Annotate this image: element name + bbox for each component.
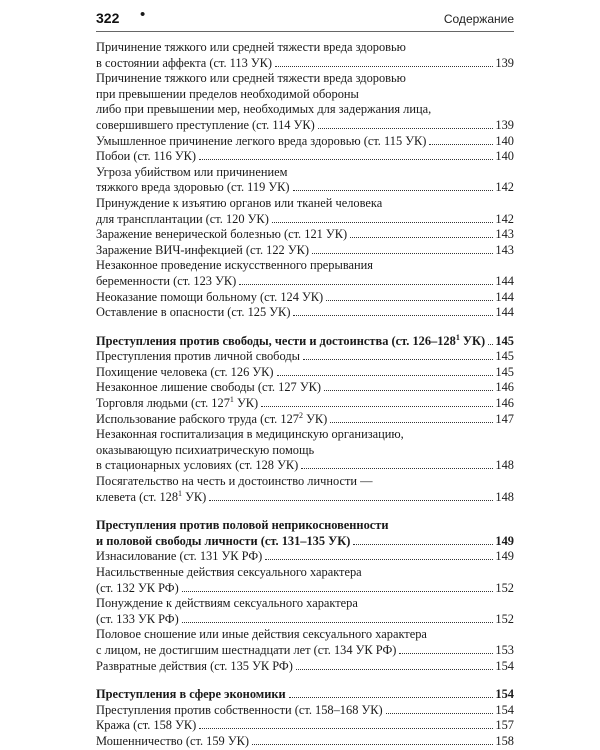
dot-leader: [324, 389, 493, 391]
section-gap: [96, 674, 514, 687]
toc-entry-line: [96, 443, 514, 459]
toc-entry-line: [96, 87, 514, 103]
toc-entry-text: Заражение венерической болезнью (ст. 121 УК): [96, 227, 348, 242]
toc-entry-line: [96, 718, 514, 734]
dot-leader: [293, 314, 493, 316]
page-number: 322: [96, 10, 120, 26]
superscript: 1: [455, 332, 460, 342]
toc-entry-text: Незаконная госпитализация в медицинскую организацию,: [96, 427, 404, 442]
superscript: 1: [229, 394, 234, 404]
toc-entry-line: [96, 734, 514, 750]
toc-entry-text: Использование рабского труда (ст. $127^2$ УК): [96, 410, 328, 426]
toc-entry-line: [96, 212, 514, 228]
dot-leader: [386, 712, 494, 714]
toc-entry-line: [96, 149, 514, 165]
toc-page-number: 144: [495, 273, 514, 288]
section-gap: [96, 505, 514, 518]
toc-entry-text: Понуждение к действиям сексуального характера: [96, 596, 358, 611]
toc-page-number: 158: [495, 733, 514, 748]
toc-entry-text: при превышении пределов необходимой обороны: [96, 86, 359, 101]
toc-entry-text: (ст. 132 УК РФ): [96, 580, 179, 595]
toc-entry-line: [96, 180, 514, 196]
toc-entry-text: Преступления против личной свободы: [96, 349, 300, 364]
toc-entry-line: [96, 258, 514, 274]
toc-entry-line: [96, 581, 514, 597]
toc-entry-text: Преступления против собственности (ст. 158–168 УК): [96, 702, 383, 717]
toc-page-number: 139: [495, 55, 514, 70]
dot-leader: [289, 696, 494, 698]
toc-entry-text: Торговля людьми (ст. $127^1$ УК): [96, 394, 259, 411]
toc-entry-text: Побои (ст. 116 УК): [96, 149, 197, 164]
toc-heading-line: [96, 534, 514, 550]
toc-entry-text: совершившего преступление (ст. 114 УК): [96, 117, 315, 132]
dot-leader: [265, 558, 493, 560]
toc-entry-text: Преступления против половой неприкосновенности: [96, 518, 389, 533]
toc-entry-line: [96, 474, 514, 490]
toc-page-number: 143: [495, 227, 514, 242]
toc-entry-line: [96, 490, 514, 506]
toc-entry-text: Изнасилование (ст. 131 УК РФ): [96, 549, 263, 564]
header-bullet: •: [140, 6, 146, 23]
toc-entry-text: Незаконное проведение искусственного прерывания: [96, 258, 373, 273]
toc-entry-line: [96, 305, 514, 321]
toc-entry-text: Похищение человека (ст. 126 УК): [96, 364, 274, 379]
dot-leader: [312, 252, 493, 254]
toc-entry-text: для трансплантации (ст. 120 УК): [96, 211, 269, 226]
toc-page-number: 142: [495, 211, 514, 226]
superscript: 2: [298, 410, 303, 420]
toc-entry-line: [96, 612, 514, 628]
toc-page-number: 154: [495, 702, 514, 717]
toc-entry-text: Половое сношение или иные действия сексуального характера: [96, 627, 427, 642]
superscript: 1: [178, 488, 183, 498]
dot-leader: [199, 727, 493, 729]
toc-entry-text: тяжкого вреда здоровью (ст. 119 УК): [96, 180, 290, 195]
toc-entry-line: [96, 243, 514, 259]
toc-heading-line: [96, 687, 514, 703]
toc-entry-line: [96, 596, 514, 612]
toc-page-number: 154: [495, 687, 514, 702]
toc-entry-text: Посягательство на честь и достоинство личности —: [96, 474, 373, 489]
toc-entry-line: [96, 40, 514, 56]
toc-page-number: 154: [495, 658, 514, 673]
toc-entry-line: [96, 458, 514, 474]
toc-entry-line: [96, 627, 514, 643]
toc-page-number: 143: [495, 242, 514, 257]
toc-page-number: 139: [495, 117, 514, 132]
toc-entry-text: Причинение тяжкого или средней тяжести вреда здоровью: [96, 71, 406, 86]
dot-leader: [488, 343, 493, 345]
toc-entry-text: оказывающую психиатрическую помощь: [96, 442, 315, 457]
toc-page-number: 147: [495, 411, 514, 426]
toc-entry-line: [96, 643, 514, 659]
toc-page-number: 140: [495, 149, 514, 164]
toc-entry-text: Кража (ст. 158 УК): [96, 718, 197, 733]
dot-leader: [301, 467, 493, 469]
toc-entry-text: Насильственные действия сексуального характера: [96, 565, 362, 579]
toc-entry-line: [96, 396, 514, 412]
header-rule: [96, 31, 514, 32]
toc-page-number: 148: [495, 489, 514, 504]
toc-page-number: 146: [495, 380, 514, 395]
toc-entry-line: [96, 134, 514, 150]
toc-entry-text: Неоказание помощи больному (ст. 124 УК): [96, 289, 324, 304]
toc-page-number: 153: [495, 642, 514, 657]
toc-entry-line: [96, 290, 514, 306]
toc-entry-line: [96, 549, 514, 565]
toc-page-number: 142: [495, 180, 514, 195]
dot-leader: [350, 236, 493, 238]
toc-page-number: 152: [495, 611, 514, 626]
toc-heading-line: [96, 334, 514, 350]
dot-leader: [353, 543, 493, 545]
toc-entry-text: Умышленное причинение легкого вреда здоровью (ст. 115 УК): [96, 133, 427, 148]
table-of-contents: [96, 40, 514, 750]
toc-entry-text: с лицом, не достигшим шестнадцати лет (ст. 134 УК РФ): [96, 642, 397, 657]
toc-page-number: 145: [495, 364, 514, 379]
toc-entry-line: [96, 118, 514, 134]
toc-entry-text: Преступления против свободы, чести и достоинства (ст. $126-128^1$ УК): [96, 332, 486, 348]
toc-page-number: 140: [495, 133, 514, 148]
header-title: Содержание: [443, 12, 514, 26]
toc-entry-text: в стационарных условиях (ст. 128 УК): [96, 458, 299, 473]
toc-entry-text: Оставление в опасности (ст. 125 УК): [96, 305, 291, 320]
toc-entry-line: [96, 703, 514, 719]
toc-entry-line: [96, 365, 514, 381]
toc-heading-line: [96, 518, 514, 534]
section-gap: [96, 321, 514, 334]
toc-entry-line: [96, 274, 514, 290]
dot-leader: [277, 374, 494, 376]
toc-entry-text: беременности (ст. 123 УК): [96, 273, 237, 288]
toc-entry-line: [96, 196, 514, 212]
toc-entry-text: Причинение тяжкого или средней тяжести вреда здоровью: [96, 40, 406, 54]
toc-entry-line: [96, 56, 514, 72]
toc-entry-text: Принуждение к изъятию органов или тканей человека: [96, 195, 383, 210]
toc-entry-line: [96, 412, 514, 428]
toc-page-number: 146: [495, 396, 514, 411]
toc-entry-text: Заражение ВИЧ-инфекцией (ст. 122 УК): [96, 242, 309, 257]
dot-leader: [303, 358, 493, 360]
toc-entry-line: [96, 71, 514, 87]
toc-page-number: 145: [495, 349, 514, 364]
dot-leader: [330, 421, 493, 423]
toc-entry-line: [96, 165, 514, 181]
dot-leader: [182, 621, 494, 623]
dot-leader: [272, 221, 494, 223]
dot-leader: [318, 127, 494, 129]
toc-page-number: 148: [495, 458, 514, 473]
toc-entry-line: [96, 659, 514, 675]
toc-entry-text: Мошенничество (ст. 159 УК): [96, 733, 250, 748]
dot-leader: [182, 590, 494, 592]
toc-entry-text: и половой свободы личности (ст. 131–135 УК): [96, 533, 351, 548]
dot-leader: [399, 652, 493, 654]
dot-leader: [261, 405, 493, 407]
dot-leader: [326, 299, 493, 301]
toc-page-number: 149: [495, 533, 514, 548]
toc-page-number: 149: [495, 549, 514, 564]
dot-leader: [239, 283, 493, 285]
dot-leader: [252, 743, 493, 745]
toc-entry-line: [96, 102, 514, 118]
toc-page-number: 157: [495, 718, 514, 733]
toc-entry-text: в состоянии аффекта (ст. 113 УК): [96, 55, 273, 70]
toc-entry-line: [96, 227, 514, 243]
toc-entry-line: [96, 380, 514, 396]
dot-leader: [296, 668, 494, 670]
dot-leader: [429, 143, 493, 145]
toc-entry-text: Преступления в сфере экономики: [96, 687, 286, 702]
toc-page-number: 145: [495, 333, 514, 348]
toc-entry-line: [96, 565, 514, 581]
toc-entry-line: [96, 427, 514, 443]
dot-leader: [199, 158, 493, 160]
dot-leader: [209, 499, 493, 501]
toc-entry-text: (ст. 133 УК РФ): [96, 611, 179, 626]
toc-page-number: 144: [495, 289, 514, 304]
dot-leader: [275, 65, 493, 67]
toc-entry-line: [96, 349, 514, 365]
toc-entry-text: клевета (ст. $128^1$ УК): [96, 488, 207, 504]
page-header: [78, 6, 514, 32]
toc-page-number: 144: [495, 305, 514, 320]
toc-entry-text: либо при превышении мер, необходимых для задержания лица,: [96, 102, 432, 117]
toc-entry-text: Развратные действия (ст. 135 УК РФ): [96, 658, 293, 673]
toc-entry-text: Незаконное лишение свободы (ст. 127 УК): [96, 380, 321, 395]
toc-entry-text: Угроза убийством или причинением: [96, 164, 288, 179]
dot-leader: [293, 189, 494, 191]
toc-page-number: 152: [495, 580, 514, 595]
